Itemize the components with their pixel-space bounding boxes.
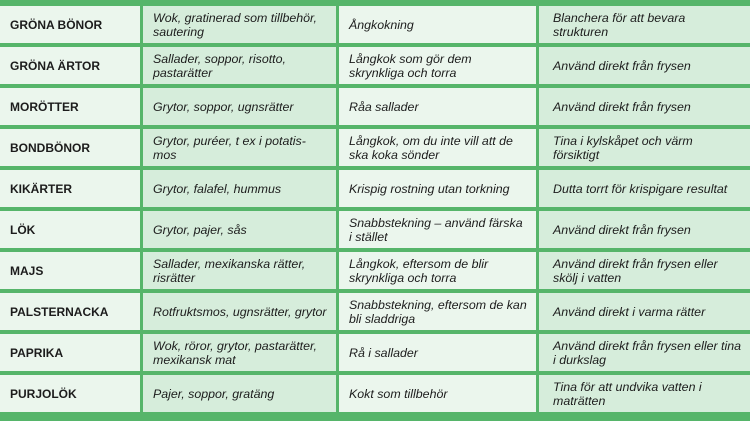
avoid-method: Råa sallader <box>339 88 536 125</box>
tip: Tina i kylskåpet och värm försiktigt <box>539 129 750 166</box>
tip: Tina för att undvika vatten i maträtten <box>539 375 750 412</box>
tip: Använd direkt från frysen eller tina i durkslag <box>539 334 750 371</box>
tip: Använd direkt från frysen <box>539 47 750 84</box>
vegetable-name: PALSTERNACKA <box>0 293 140 330</box>
avoid-method: Rå i sallader <box>339 334 536 371</box>
table-row <box>0 6 750 43</box>
avoid-method: Långkok som gör dem skrynkliga och torra <box>339 47 536 84</box>
vegetable-name: LÖK <box>0 211 140 248</box>
suitable-use: Grytor, falafel, hummus <box>143 170 336 207</box>
avoid-method: Snabbstekning, eftersom de kan bli sladdriga <box>339 293 536 330</box>
suitable-use: Sallader, mexikanska rätter, risrätter <box>143 252 336 289</box>
table-row <box>0 129 750 166</box>
avoid-method: Långkok, eftersom de blir skrynkliga och torra <box>339 252 536 289</box>
vegetable-name: KIKÄRTER <box>0 170 140 207</box>
vegetable-name: BONDBÖNOR <box>0 129 140 166</box>
tip: Använd direkt från frysen <box>539 211 750 248</box>
suitable-use: Grytor, soppor, ugnsrätter <box>143 88 336 125</box>
suitable-use: Wok, gratinerad som tillbehör, sautering <box>143 6 336 43</box>
avoid-method: Ångkokning <box>339 6 536 43</box>
tip: Använd direkt i varma rätter <box>539 293 750 330</box>
vegetable-name: PAPRIKA <box>0 334 140 371</box>
table-row <box>0 47 750 84</box>
vegetable-name: GRÖNA ÄRTOR <box>0 47 140 84</box>
vegetable-name: MAJS <box>0 252 140 289</box>
table-row <box>0 293 750 330</box>
vegetable-name: PURJOLÖK <box>0 375 140 412</box>
vegetable-name: MORÖTTER <box>0 88 140 125</box>
avoid-method: Kokt som tillbehör <box>339 375 536 412</box>
avoid-method: Långkok, om du inte vill att de ska koka sönder <box>339 129 536 166</box>
suitable-use: Grytor, puréer, t ex i potatis-mos <box>143 129 336 166</box>
avoid-method: Snabbstekning – använd färska i stället <box>339 211 536 248</box>
vegetable-name: GRÖNA BÖNOR <box>0 6 140 43</box>
suitable-use: Rotfruktsmos, ugnsrätter, grytor <box>143 293 336 330</box>
suitable-use: Grytor, pajer, sås <box>143 211 336 248</box>
table-row <box>0 252 750 289</box>
table-row <box>0 170 750 207</box>
table-row <box>0 211 750 248</box>
table-row <box>0 375 750 412</box>
tip: Blanchera för att bevara strukturen <box>539 6 750 43</box>
tip: Dutta torrt för krispigare resultat <box>539 170 750 207</box>
tip: Använd direkt från frysen <box>539 88 750 125</box>
suitable-use: Wok, röror, grytor, pastarätter, mexikansk mat <box>143 334 336 371</box>
table-row <box>0 88 750 125</box>
avoid-method: Krispig rostning utan torkning <box>339 170 536 207</box>
table-row <box>0 334 750 371</box>
tip: Använd direkt från frysen eller skölj i vatten <box>539 252 750 289</box>
suitable-use: Pajer, soppor, gratäng <box>143 375 336 412</box>
suitable-use: Sallader, soppor, risotto, pastarätter <box>143 47 336 84</box>
